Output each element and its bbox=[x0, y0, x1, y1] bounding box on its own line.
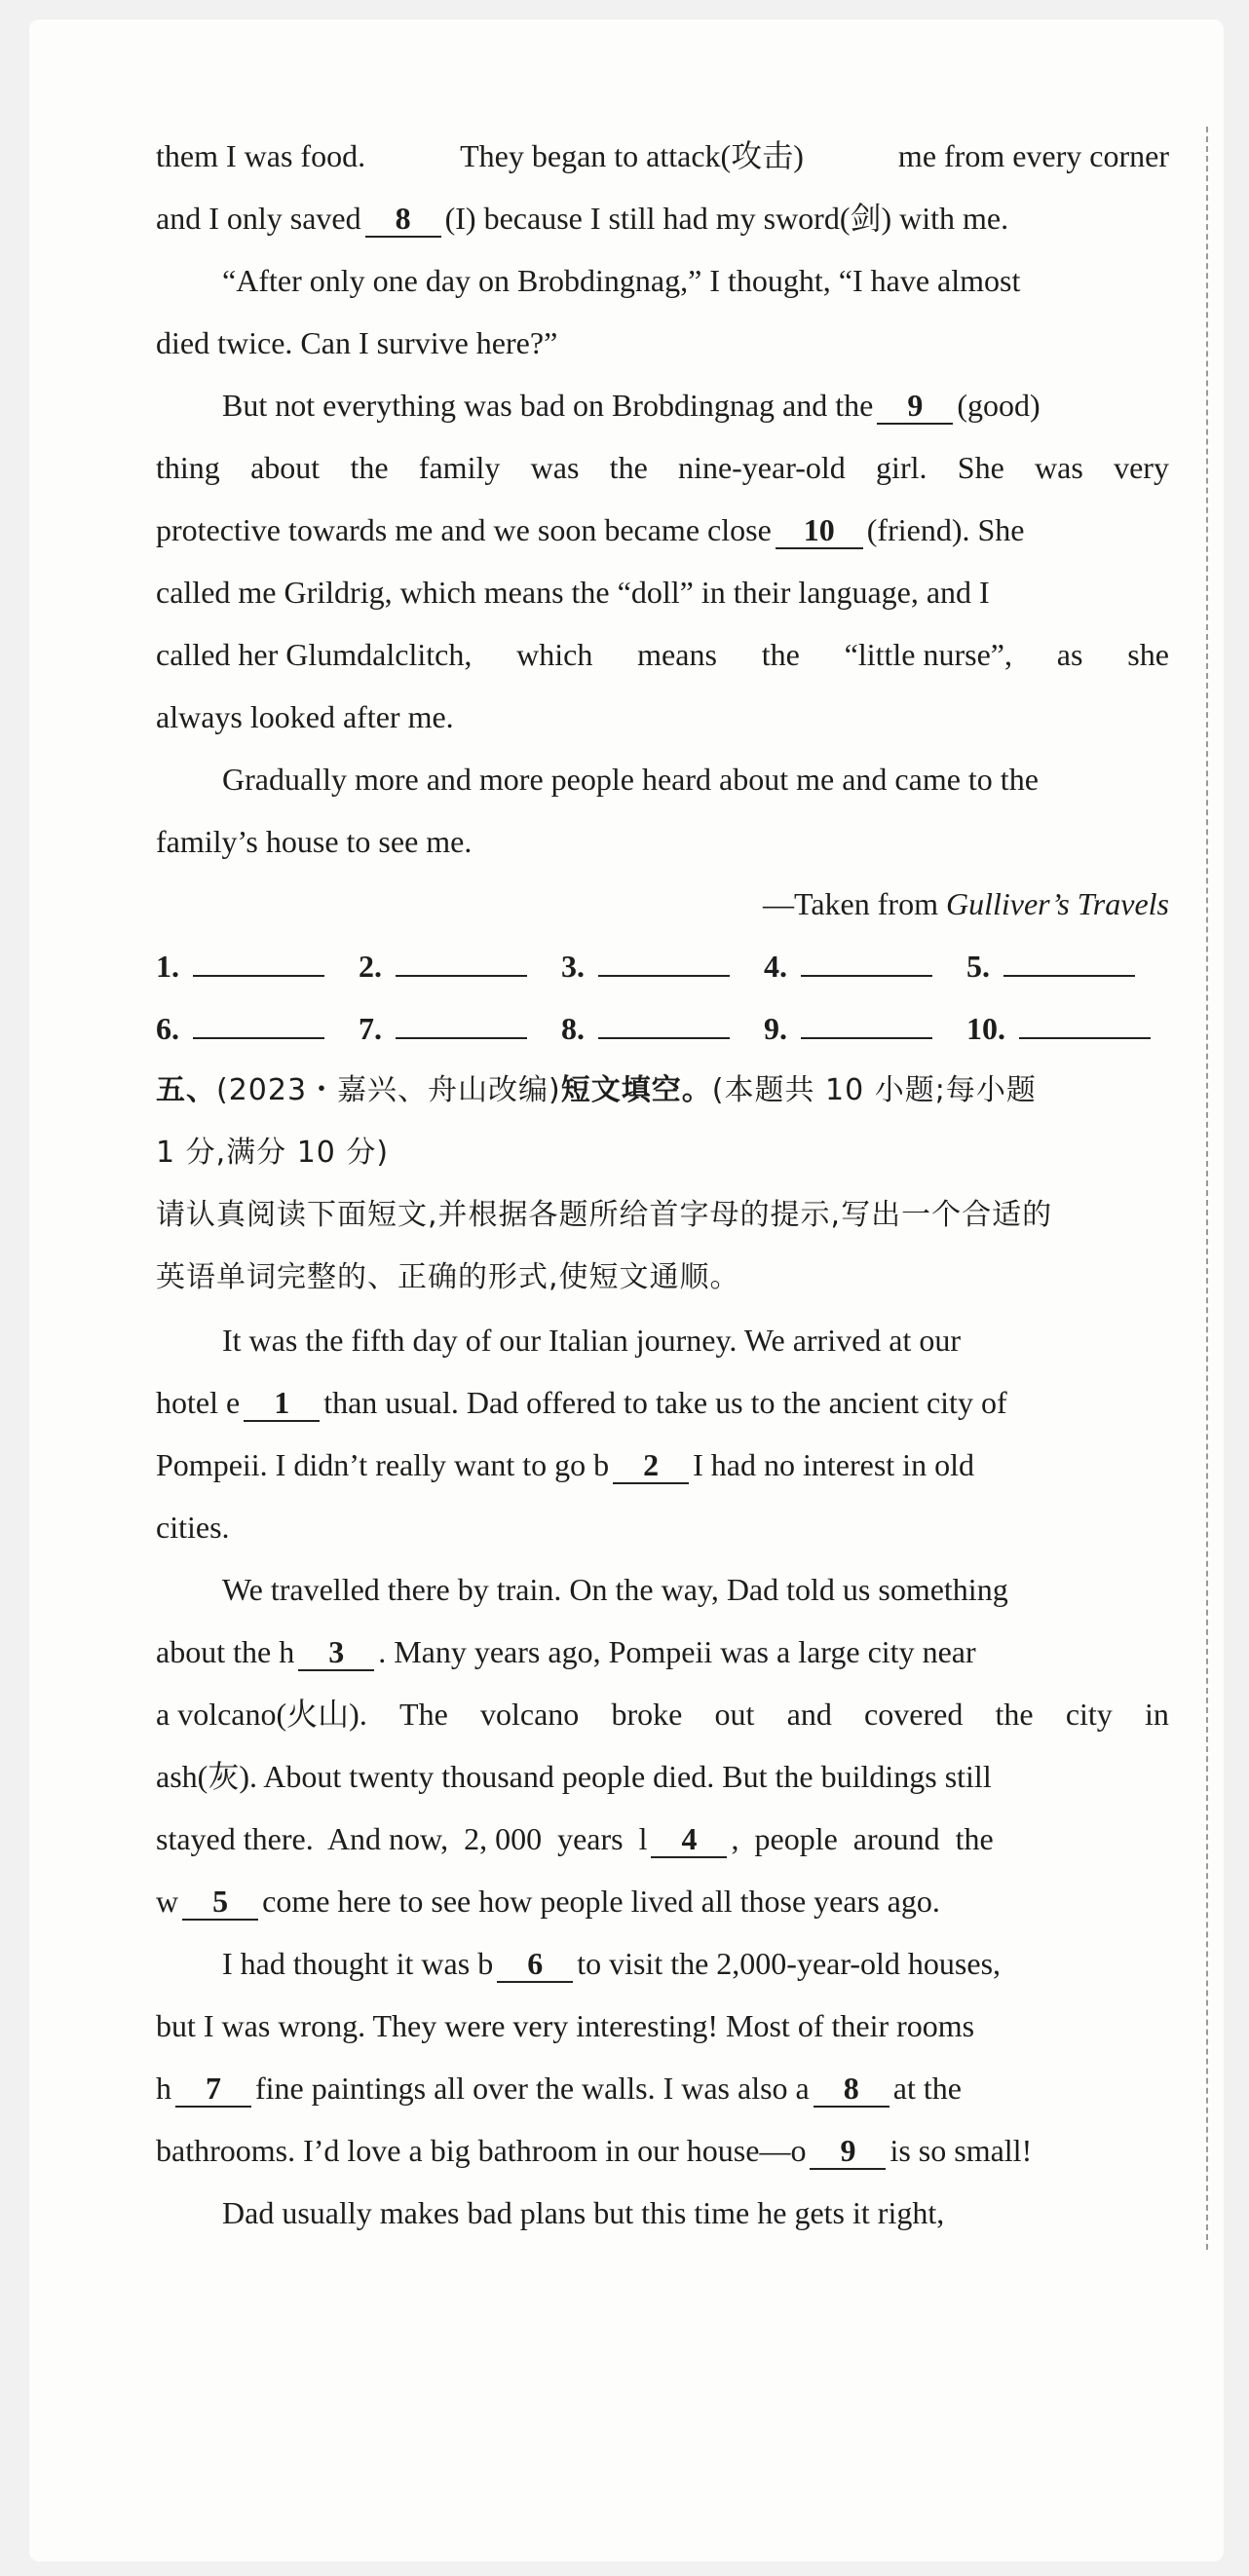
answer-slot[interactable]: 9. bbox=[764, 997, 966, 1060]
blank-8[interactable]: 8 bbox=[814, 2072, 889, 2108]
passage2-line: Dad usually makes bad plans but this time he gets it right, bbox=[222, 2195, 945, 2230]
section-heading: 五、(2023・嘉兴、舟山改编)短文填空。(本题共 10 小题;每小题 bbox=[156, 1073, 1037, 1107]
blank-8[interactable]: 8 bbox=[365, 202, 441, 238]
answer-slot[interactable]: 10. bbox=[966, 997, 1169, 1060]
passage1-line: But not everything was bad on Brobdingnag and the 9 (good) bbox=[156, 374, 1169, 436]
passage2-line: a volcano(火山). The volcano broke out and covered the city in bbox=[156, 1697, 1169, 1732]
blank-9[interactable]: 9 bbox=[877, 389, 953, 425]
section-heading-note: 1 分,满分 10 分) bbox=[156, 1136, 390, 1170]
answer-slot[interactable]: 7. bbox=[359, 997, 561, 1060]
page-content bbox=[156, 125, 1169, 2244]
answer-slot[interactable]: 4. bbox=[764, 935, 966, 997]
answer-slot[interactable]: 1. bbox=[156, 935, 359, 997]
passage2-line: I had thought it was b 6 to visit the 2,000-year-old houses, bbox=[156, 1932, 1169, 1995]
blank-6[interactable]: 6 bbox=[497, 1947, 573, 1983]
source-credit: —Taken from Gulliver’s Travels bbox=[763, 886, 1169, 921]
answer-slot[interactable]: 2. bbox=[359, 935, 561, 997]
answer-slot[interactable]: 3. bbox=[561, 935, 764, 997]
passage1-line: family’s house to see me. bbox=[156, 824, 473, 859]
passage2-line: about the h 3 . Many years ago, Pompeii was a large city near bbox=[156, 1621, 1169, 1683]
passage2-line: It was the fifth day of our Italian journey. We arrived at our bbox=[222, 1323, 962, 1358]
passage2-line: cities. bbox=[156, 1510, 230, 1545]
passage2-line: h 7 fine paintings all over the walls. I was also a 8 at the bbox=[156, 2057, 1169, 2119]
passage2-line: but I was wrong. They were very interesting! Most of their rooms bbox=[156, 2008, 975, 2043]
passage2-line: We travelled there by train. On the way, Dad told us something bbox=[222, 1572, 1008, 1607]
answer-slot[interactable]: 6. bbox=[156, 997, 359, 1060]
passage2-line: ash(灰). About twenty thousand people died. But the buildings still bbox=[156, 1759, 992, 1794]
blank-7[interactable]: 7 bbox=[175, 2072, 251, 2108]
passage1-line: died twice. Can I survive here?” bbox=[156, 325, 558, 360]
passage2-line: w 5 come here to see how people lived all those years ago. bbox=[156, 1870, 1169, 1932]
answer-slot[interactable]: 8. bbox=[561, 997, 764, 1060]
instruction: 英语单词完整的、正确的形式,使短文通顺。 bbox=[156, 1260, 740, 1294]
blank-2[interactable]: 2 bbox=[613, 1448, 689, 1484]
blank-1[interactable]: 1 bbox=[244, 1386, 320, 1422]
cut-line bbox=[1206, 127, 1208, 2250]
blank-9[interactable]: 9 bbox=[810, 2134, 886, 2170]
answer-row bbox=[156, 935, 1169, 997]
instruction: 请认真阅读下面短文,并根据各题所给首字母的提示,写出一个合适的 bbox=[156, 1198, 1053, 1232]
passage1-line: called her Glumdalclitch, which means the “little nurse”, as she bbox=[156, 637, 1169, 672]
passage2-line: stayed there. And now, 2, 000 years l 4 , people around the bbox=[156, 1808, 1169, 1870]
passage1-line: always looked after me. bbox=[156, 699, 454, 734]
blank-4[interactable]: 4 bbox=[651, 1822, 727, 1858]
passage1-line: “After only one day on Brobdingnag,” I thought, “I have almost bbox=[222, 263, 1021, 298]
passage1-line: them I was food. They began to attack(攻击) me from every corner bbox=[156, 138, 1169, 173]
blank-3[interactable]: 3 bbox=[298, 1635, 374, 1671]
answer-row bbox=[156, 997, 1169, 1060]
answer-slot[interactable]: 5. bbox=[966, 935, 1169, 997]
blank-5[interactable]: 5 bbox=[182, 1885, 258, 1921]
passage1-line: and I only saved 8 (I) because I still had my sword(剑) with me. bbox=[156, 187, 1169, 249]
passage1-line: Gradually more and more people heard about me and came to the bbox=[222, 762, 1039, 797]
passage2-line: Pompeii. I didn’t really want to go b 2 I had no interest in old bbox=[156, 1434, 1169, 1496]
passage2-line: hotel e 1 than usual. Dad offered to take us to the ancient city of bbox=[156, 1371, 1169, 1434]
passage1-line: called me Grildrig, which means the “doll” in their language, and I bbox=[156, 575, 990, 610]
passage1-line: thing about the family was the nine-year-old girl. She was very bbox=[156, 450, 1169, 485]
passage1-line: protective towards me and we soon became close 10 (friend). She bbox=[156, 499, 1169, 561]
passage2-line: bathrooms. I’d love a big bathroom in our house—o 9 is so small! bbox=[156, 2119, 1169, 2182]
blank-10[interactable]: 10 bbox=[776, 513, 863, 549]
